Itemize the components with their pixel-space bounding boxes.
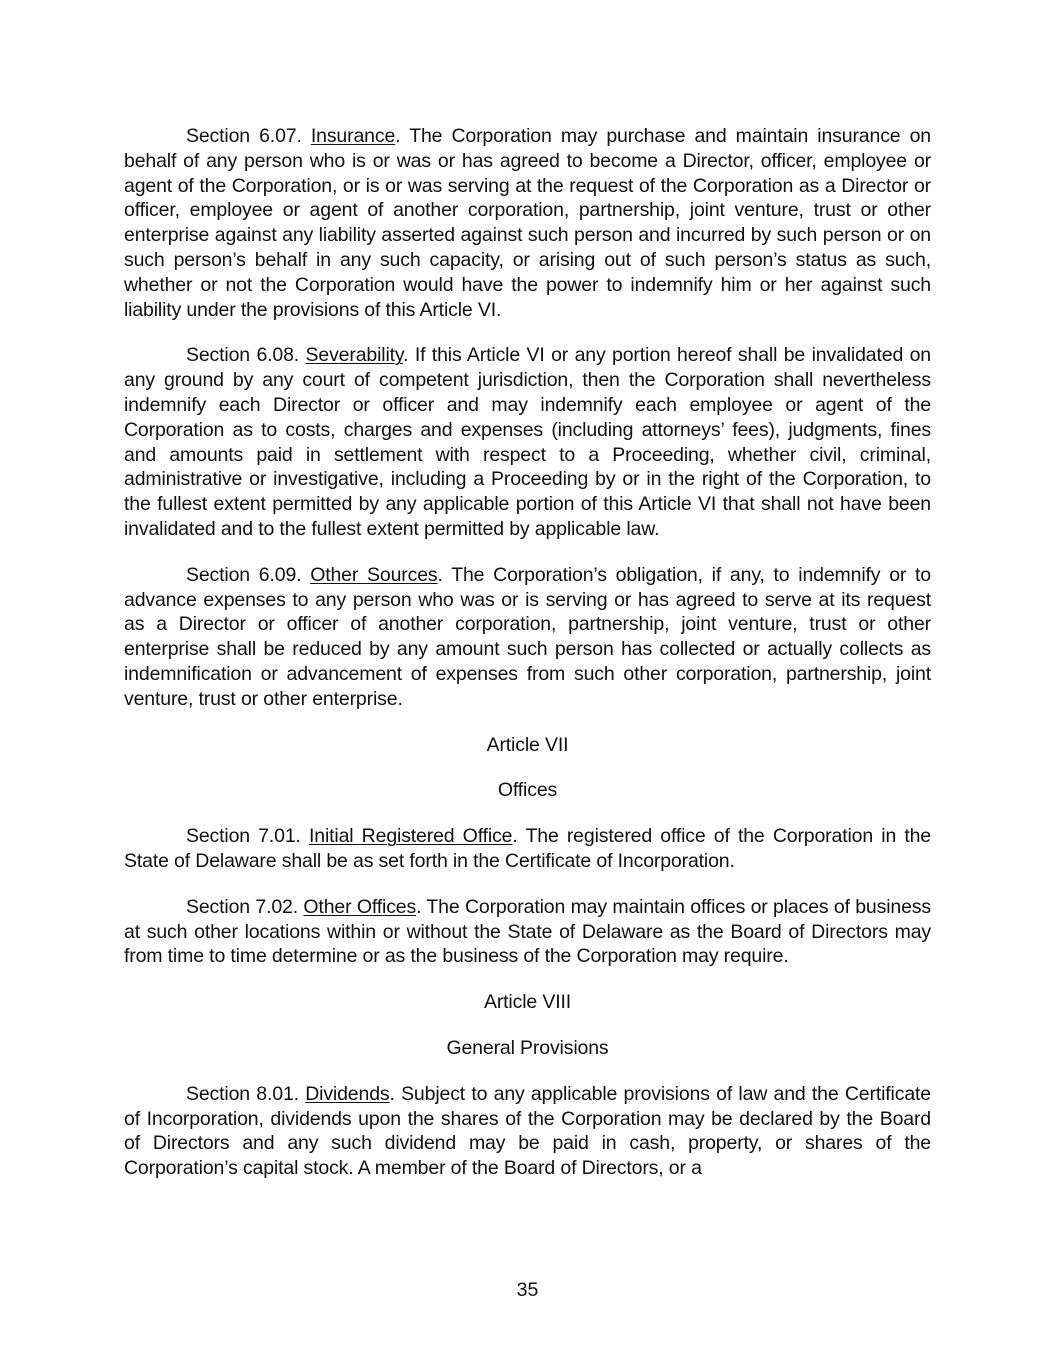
- article-7-title: Offices: [497, 779, 558, 802]
- section-6-08-paragraph: [124, 343, 931, 541]
- section-body: . The Corporation may maintain offices or places of business at such other locations within or without the State of Delaware as the Board of Directors may from time to time determine or as the business of the Corporation may require.: [124, 895, 931, 968]
- section-title: Severability: [305, 344, 404, 367]
- section-body: . If this Article VI or any portion hereof shall be invalidated on any ground by any court of competent jurisdiction, then the Corporation shall nevertheless indemnify each Director or officer and may indemnify each employee or agent of the Corporation as to costs, charges and expenses (including attorneys’ fees), judgments, fines and amounts paid in settlement with respect to a Proceeding, whether civil, criminal, administrative or investigative, including a Proceeding by or in the right of the Corporation, to the fullest extent permitted by any applicable portion of this Article VI that shall not have been invalidated and to the fullest extent permitted by applicable law.: [124, 344, 931, 540]
- section-6-07-paragraph: [124, 124, 931, 322]
- section-7-01-paragraph: [124, 824, 931, 874]
- section-body: . The registered office of the Corporation in the State of Delaware shall be as set forth in the Certificate of Incorporation.: [124, 825, 931, 872]
- section-number: Section 8.01.: [186, 1082, 306, 1105]
- section-7-02-paragraph: [124, 895, 931, 969]
- section-title: Dividends: [305, 1082, 390, 1105]
- article-8-title: General Provisions: [446, 1036, 609, 1059]
- page-number: 35: [516, 1279, 539, 1301]
- section-number: Section 6.09.: [186, 563, 311, 586]
- section-number: Section 7.02.: [186, 895, 304, 918]
- section-6-09-paragraph: [124, 563, 931, 712]
- section-title: Insurance: [310, 125, 396, 147]
- section-number: Section 6.07.: [186, 125, 311, 147]
- section-8-01-paragraph: [124, 1082, 931, 1181]
- section-title: Other Offices: [303, 895, 417, 918]
- article-8-heading: Article VIII: [483, 991, 572, 1014]
- document-page: [124, 124, 931, 1202]
- section-title: Other Sources: [310, 563, 438, 586]
- section-body: . Subject to any applicable provisions of law and the Certificate of Incorporation, dividends upon the shares of the Corporation may be declared by the Board of Directors and any such dividend may be paid in cash, property, or shares of the Corporation’s capital stock. A member of the Board of Directors, or a: [124, 1082, 931, 1180]
- section-number: Section 6.08.: [186, 344, 306, 367]
- section-title: Initial Registered Office: [309, 825, 513, 848]
- section-body: . The Corporation’s obligation, if any, to indemnify or to advance expenses to any person who was or is serving or has agreed to serve at its request as a Director or officer of another corporation, partnership, joint venture, trust or other enterprise shall be reduced by any amount such person has collected or actually collects as indemnification or advancement of expenses from such other corporation, partnership, joint venture, trust or other enterprise.: [124, 563, 931, 710]
- section-number: Section 7.01.: [186, 825, 310, 848]
- article-7-heading: Article VII: [486, 733, 569, 756]
- section-body: . The Corporation may purchase and maintain insurance on behalf of any person who is or was or has agreed to become a Director, officer, employee or agent of the Corporation, or is or was serving at the request of the Corporation as a Director or officer, employee or agent of another corporation, partnership, joint venture, trust or other enterprise against any liability asserted against such person and incurred by such person or on such person’s behalf in any such capacity, or arising out of such person’s status as such, whether or not the Corporation would have the power to indemnify him or her against such liability under the provisions of this Article VI.: [124, 125, 931, 321]
